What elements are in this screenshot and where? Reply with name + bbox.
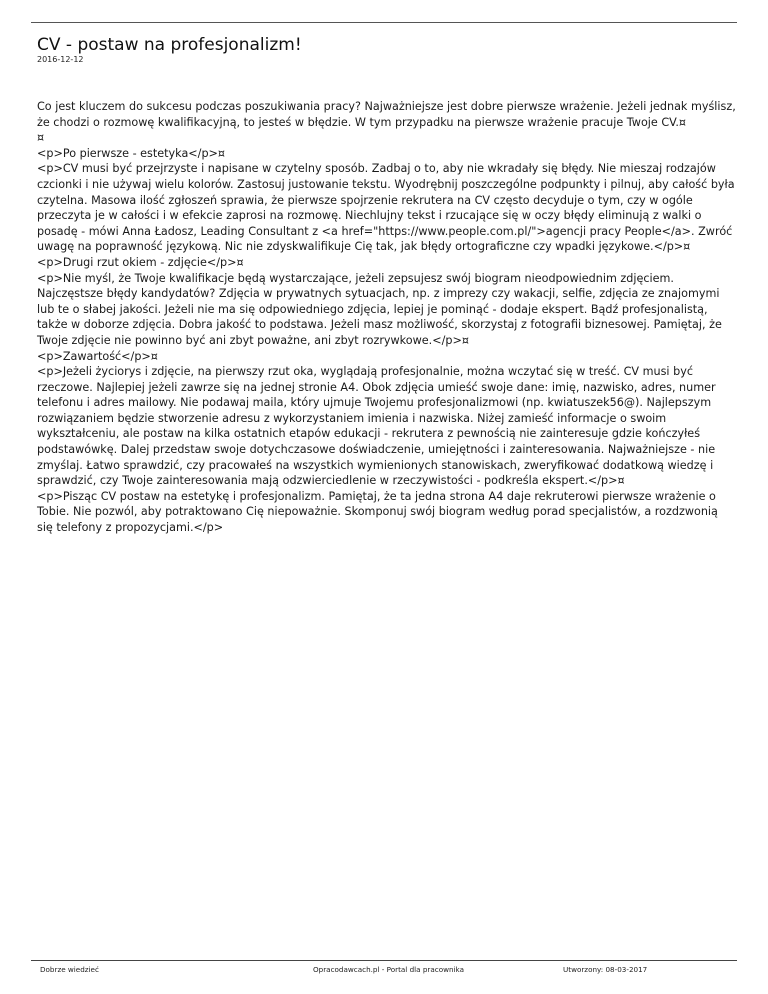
document-body: Co jest kluczem do sukcesu podczas poszukiwania pracy? Najważniejsze jest dobre pierwsze wrażenie. Jeżeli jednak myślisz, że chodzi o rozmowę kwalifikacyjną, to jesteś w błędzie. W tym przypadku na pierwsze wrażenie pracuje Twoje CV.¤ ¤ <p>Po pierwsze - estetyka</p>¤ <p>CV musi być przejrzyste i napisane w czytelny sposób. Zadbaj o to, aby nie wkradały się błędy. Nie mieszaj rodzajów czcionki i nie używaj wielu kolorów. Zastosuj justowanie tekstu. Wyodrębnij poszczególne podpunkty i pilnuj, aby całość była czytelna. Masowa ilość zgłoszeń sprawia, że pierwsze spojrzenie rekrutera na CV często decyduje o tym, czy w ogóle przeczyta je w całości i w efekcie zaprosi na rozmowę. Niechlujny tekst i rzucające się w oczy błędy eliminują z walki o posadę - mówi Anna Ładosz, Leading Consultant z <a href="https://www.people.com.pl/">agencji pracy People</a>. Zwróć uwagę na poprawność językową. Nic nie zdyskwalifikuje Cię tak, jak błędy ortograficzne czy wpadki językowe.</p>¤ <p>Drugi rzut okiem - zdjęcie</p>¤ <p>Nie myśl, że Twoje kwalifikacje będą wystarczające, jeżeli zepsujesz swój biogram nieodpowiednim zdjęciem. Najczęstsze błędy kandydatów? Zdjęcia w prywatnych sytuacjach, np. z imprezy czy wakacji, selfie, zdjęcia ze znajomymi lub te o słabej jakości. Jeżeli nie ma się odpowiedniego zdjęcia, lepiej je pominąć - dodaje ekspert. Bądź profesjonalistą, także w doborze zdjęcia. Dobra jakość to podstawa. Jeżeli masz możliwość, skorzystaj z fotografii biznesowej. Pamiętaj, że Twoje zdjęcie nie powinno być ani zbyt poważne, ani zbyt rozrywkowe.</p>¤ <p>Zawartość</p>¤ <p>Jeżeli życiorys i zdjęcie, na pierwszy rzut oka, wyglądają profesjonalnie, można wczytać się w treść. CV musi być rzeczowe. Najlepiej jeżeli zawrze się na jednej stronie A4. Obok zdjęcia umieść swoje dane: imię, nazwisko, adres, numer telefonu i adres mailowy. Nie podawaj maila, który ujmuje Twojemu profesjonalizmowi (np. kwiatuszek56@). Najlepszym rozwiązaniem będzie stworzenie adresu z wykorzystaniem imienia i nazwiska. Niżej zamieść informacje o swoim wykształceniu, ale postaw na kilka ostatnich etapów edukacji - rekrutera z pewnością nie zainteresuje gdzie kończyłeś podstawówkę. Dalej przedstaw swoje dotychczasowe doświadczenie, umiejętności i zainteresowania. Najważniejsze - nie zmyślaj. Łatwo sprawdzić, czy pracowałeś na wszystkich wymienionych stanowiskach, zweryfikować dodatkową wiedzę i sprawdzić, czy Twoje zainteresowania mają odzwierciedlenie w rzeczywistości - podkreśla ekspert.</p>¤ <p>Pisząc CV postaw na estetykę i profesjonalizm. Pamiętaj, że ta jedna strona A4 daje rekruterowi pierwsze wrażenie o Tobie. Nie pozwól, aby potraktowano Cię niepoważnie. Skomponuj swój biogram według porad specjalistów, a rozdzwonią się telefony z propozycjami.</p>	[37, 100, 736, 535]
document-date: 2016-12-12	[37, 55, 84, 64]
footer-source: Opracodawcach.pl - Portal dla pracownika	[313, 965, 464, 974]
footer-created-date: Utworzony: 08-03-2017	[563, 965, 648, 974]
header-divider	[31, 22, 737, 23]
footer-divider	[31, 960, 737, 961]
footer-category: Dobrze wiedzieć	[40, 965, 99, 974]
document-title: CV - postaw na profesjonalizm!	[37, 35, 302, 55]
